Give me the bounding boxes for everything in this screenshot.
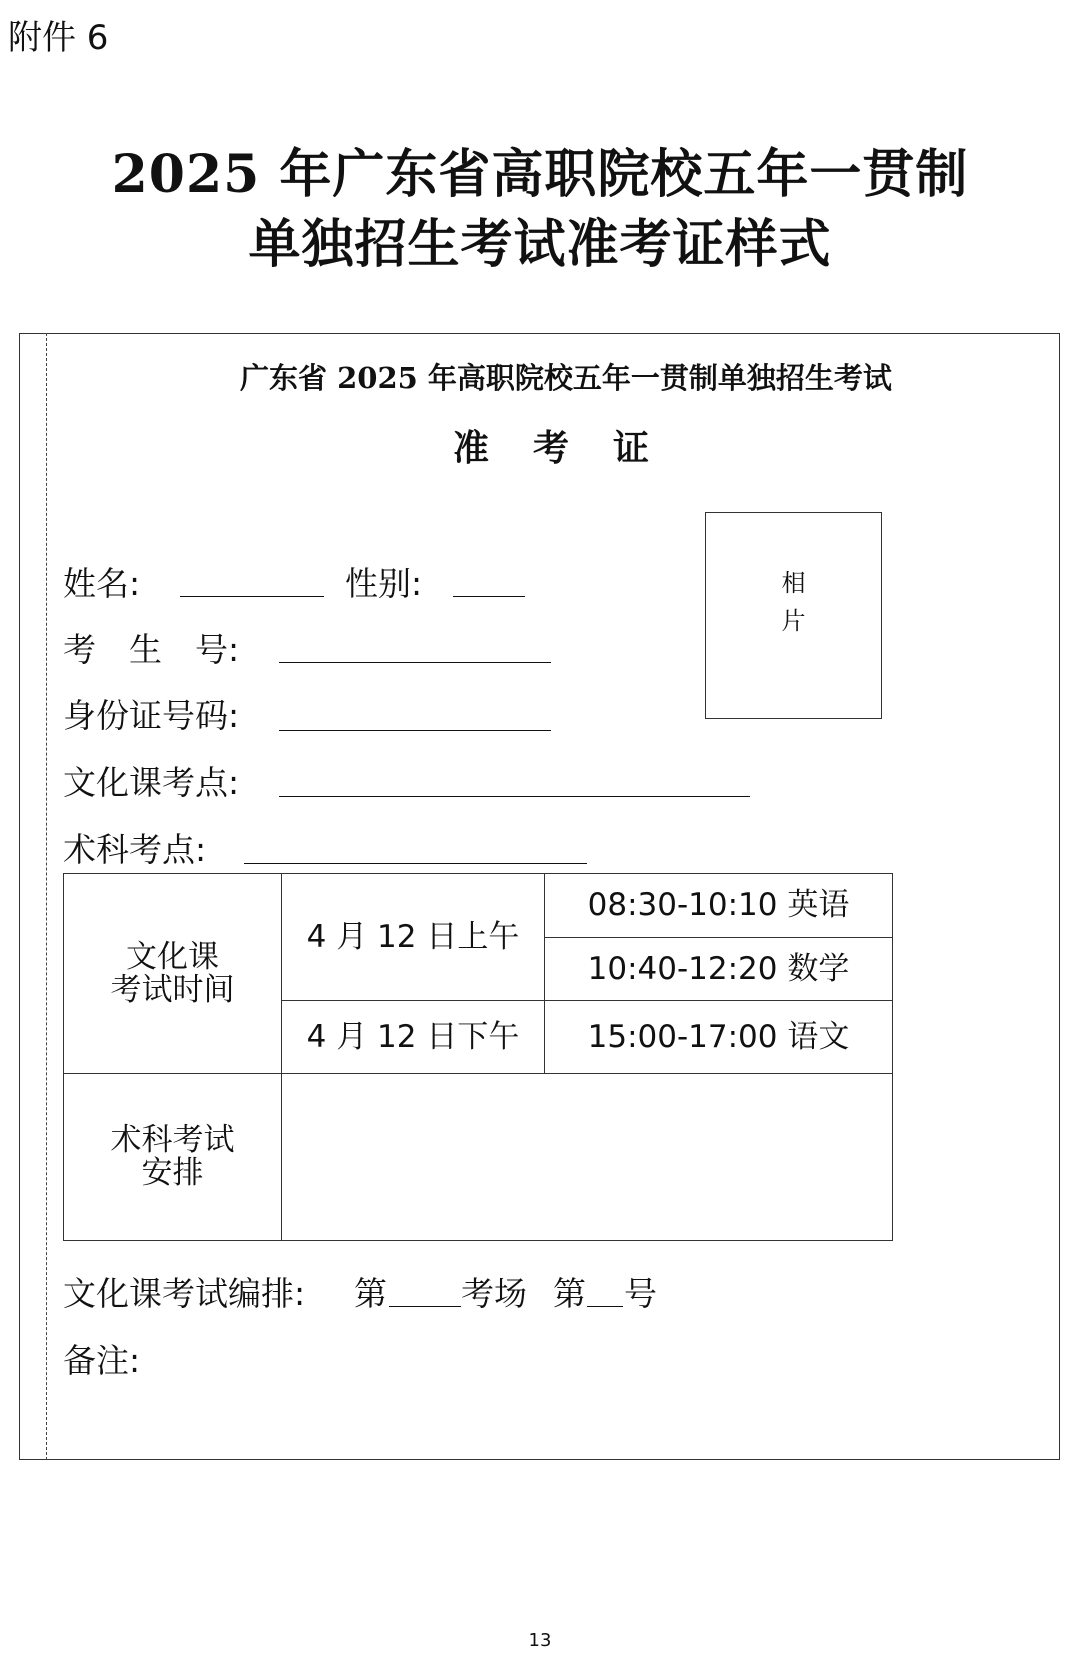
morning-date-cell: 4 月 12 日上午: [282, 874, 545, 1001]
culture-exam-site-blank: [279, 796, 750, 797]
seat-number-label: 号: [624, 1274, 657, 1313]
photo-label-2: 片: [781, 607, 806, 635]
ticket-subtitle: 广东省 2025 年高职院校五年一贯制单独招生考试: [240, 361, 892, 395]
cut-line: [46, 333, 47, 1460]
page-number: 13: [528, 1630, 552, 1651]
math-slot-cell: 10:40-12:20 数学: [545, 938, 893, 1001]
skill-exam-arrangement-cell: [282, 1074, 893, 1241]
page-title-line2: 单独招生考试准考证样式: [248, 214, 832, 275]
id-number-label: 身份证号码:: [63, 696, 240, 735]
ticket-heading: 准考证: [452, 427, 693, 469]
culture-exam-arrangement-label: 文化课考试编排:: [63, 1274, 306, 1313]
exam-room-label: 考场: [461, 1274, 527, 1313]
name-label: 姓名:: [63, 564, 141, 603]
exam-number-blank: [279, 662, 551, 663]
chinese-slot-cell: 15:00-17:00 语文: [545, 1001, 893, 1074]
seat-number-blank: [587, 1306, 623, 1307]
exam-number-label: 考 生 号:: [63, 630, 240, 669]
arrangement-prefix-room: 第: [354, 1274, 387, 1313]
photo-label-1: 相: [781, 569, 806, 597]
id-number-blank: [279, 730, 551, 731]
skill-exam-site-label: 术科考点:: [63, 830, 207, 869]
exam-room-blank: [389, 1306, 461, 1307]
photo-box: [705, 512, 882, 719]
page-title-line1: 2025 年广东省高职院校五年一贯制: [111, 144, 969, 205]
exam-schedule-table: [63, 873, 893, 1241]
remarks-label: 备注:: [63, 1341, 141, 1380]
arrangement-prefix-seat: 第: [553, 1274, 586, 1313]
culture-exam-site-label: 文化课考点:: [63, 763, 240, 802]
attachment-label: 附件 6: [8, 18, 109, 58]
name-blank: [180, 596, 324, 597]
culture-exam-time-label: 文化课 考试时间: [64, 874, 282, 1074]
english-slot-cell: 08:30-10:10 英语: [545, 874, 893, 938]
skill-exam-arrangement-label: 术科考试 安排: [64, 1074, 282, 1241]
gender-blank: [453, 596, 525, 597]
skill-exam-site-blank: [244, 863, 587, 864]
gender-label: 性别:: [345, 564, 423, 603]
afternoon-date-cell: 4 月 12 日下午: [282, 1001, 545, 1074]
